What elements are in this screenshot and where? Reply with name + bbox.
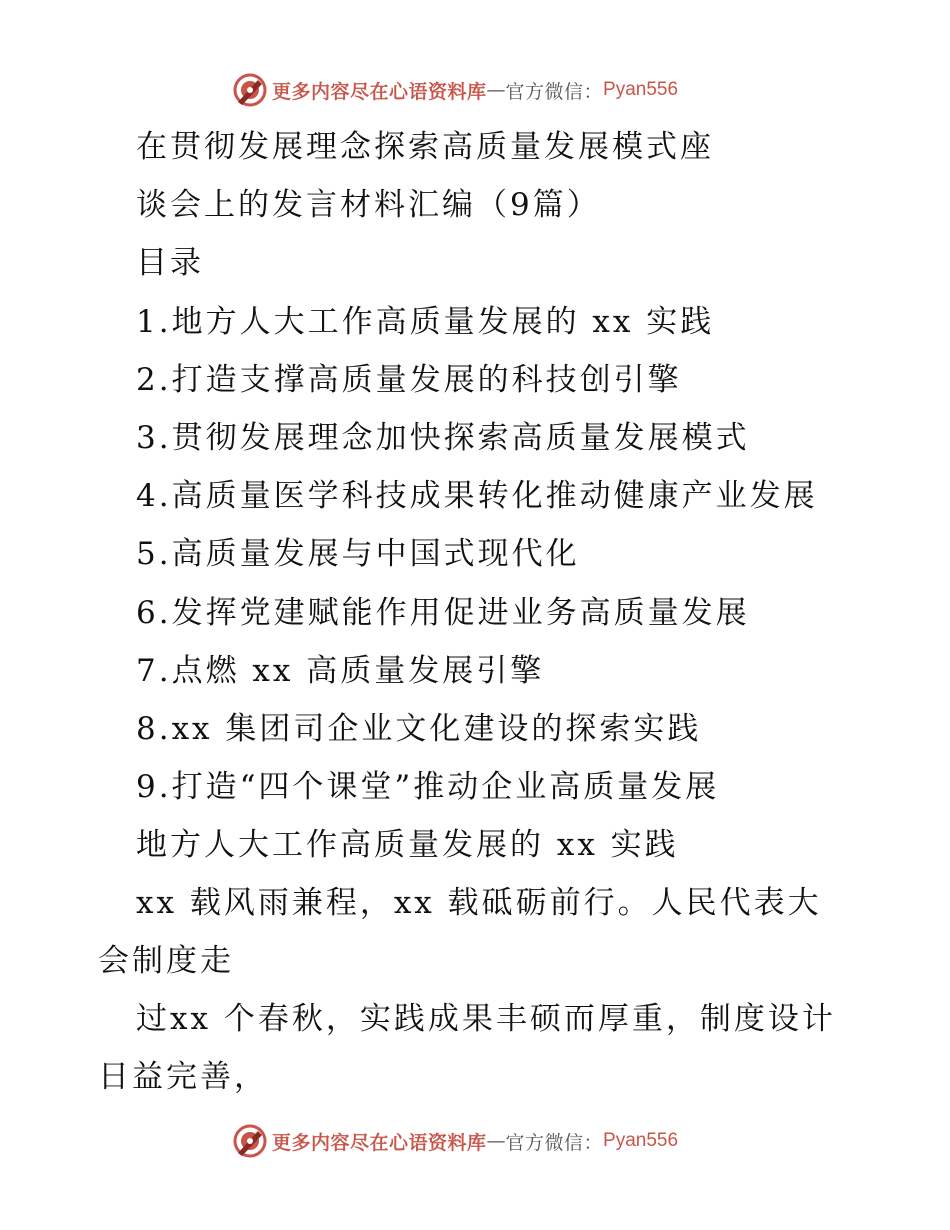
watermark-official: 官方微信： xyxy=(505,80,604,103)
watermark-brand: 更多内容尽在心语资料库 xyxy=(272,1131,487,1154)
toc-item: 7.点燃 xx 高质量发展引擎 xyxy=(136,652,545,689)
body-paragraph: xx 载风雨兼程，xx 载砥砺前行。人民代表大会制度走 xyxy=(98,885,822,980)
toc-item: 4.高质量医学科技成果转化推动健康产业发展 xyxy=(136,478,818,515)
toc-item: 5.高质量发展与中国式现代化 xyxy=(136,536,580,573)
toc-item: 8.xx 集团司企业文化建设的探索实践 xyxy=(136,710,702,747)
toc-item: 3.贯彻发展理念加快探索高质量发展模式 xyxy=(136,419,750,456)
watermark-dash: — xyxy=(486,1130,506,1152)
toc-item: 6.发挥党建赋能作用促进业务高质量发展 xyxy=(136,594,750,631)
watermark-brand: 更多内容尽在心语资料库 xyxy=(272,80,487,103)
body-paragraph: 过xx 个春秋，实践成果丰硕而厚重，制度设计日益完善， xyxy=(98,1001,836,1096)
pen-logo-icon xyxy=(232,72,268,108)
watermark-wechat-id: Pyan556 xyxy=(603,79,679,100)
toc-heading: 目录 xyxy=(136,245,204,282)
watermark-header xyxy=(232,70,678,110)
toc-item: 2.打造支撑高质量发展的科技创引擎 xyxy=(136,361,682,398)
watermark-dash: — xyxy=(486,79,506,101)
toc-item: 1.地方人大工作高质量发展的 xx 实践 xyxy=(136,303,715,340)
watermark-wechat-id: Pyan556 xyxy=(603,1130,679,1151)
pen-logo-icon xyxy=(232,1123,268,1159)
watermark-official: 官方微信： xyxy=(505,1131,604,1154)
toc-item: 9.打造“四个课堂”推动企业高质量发展 xyxy=(136,769,720,806)
watermark-footer xyxy=(232,1121,678,1161)
section-heading: 地方人大工作高质量发展的 xx 实践 xyxy=(136,827,679,864)
document-title-line-2: 谈会上的发言材料汇编（9篇） xyxy=(136,187,601,224)
document-body xyxy=(0,118,950,1106)
document-title-line-1: 在贯彻发展理念探索高质量发展模式座 xyxy=(136,129,714,165)
